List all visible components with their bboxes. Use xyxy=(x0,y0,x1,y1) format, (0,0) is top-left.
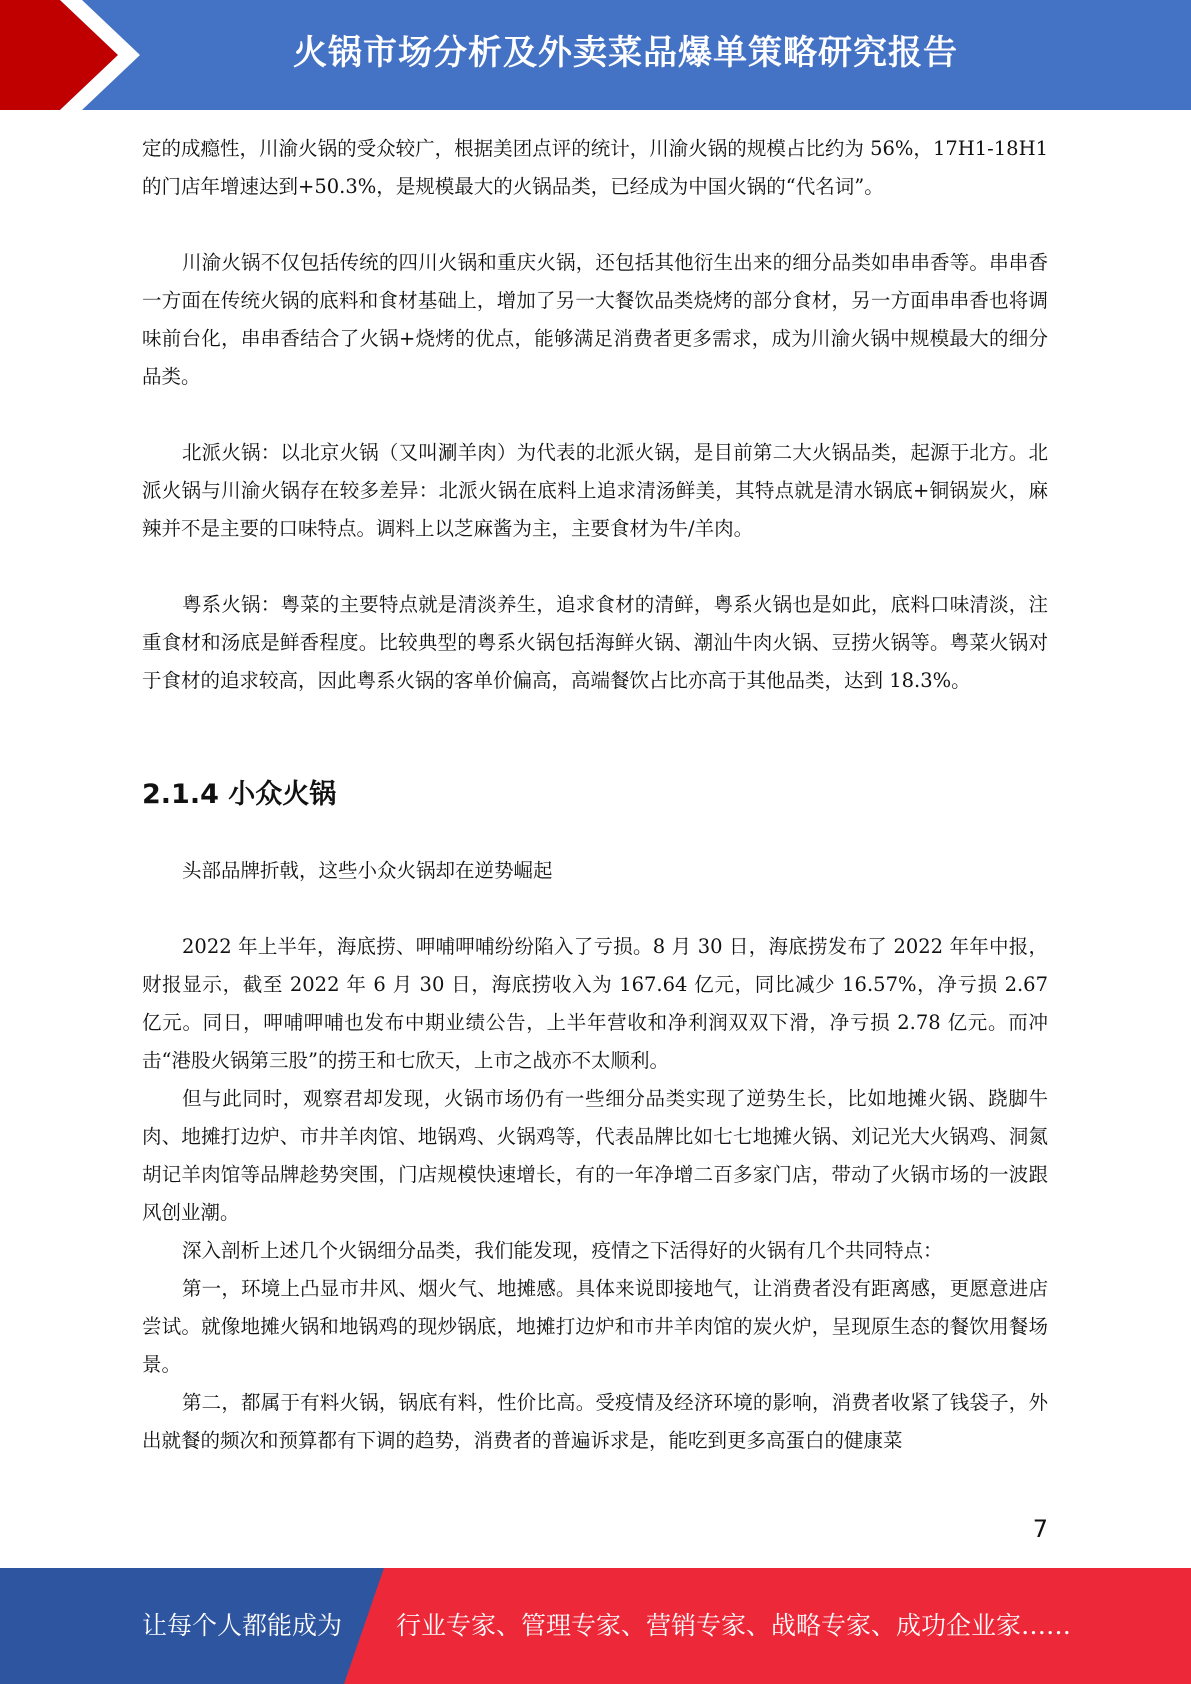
page-body xyxy=(142,130,1048,1460)
paragraph: 头部品牌折戟，这些小众火锅却在逆势崛起 xyxy=(182,859,553,882)
paragraph: 川渝火锅不仅包括传统的四川火锅和重庆火锅，还包括其他衍生出来的细分品类如串串香等。串串香一方面在传统火锅的底料和食材基础上，增加了另一大餐饮品类烧烤的部分食材，另一方面串串香也将调味前台化，串串香结合了火锅+烧烤的优点，能够满足消费者更多需求，成为川渝火锅中规模最大的细分品类。 xyxy=(142,251,1048,388)
paragraph: 粤系火锅：粤菜的主要特点就是清淡养生，追求食材的清鲜，粤系火锅也是如此，底料口味清淡，注重食材和汤底是鲜香程度。比较典型的粤系火锅包括海鲜火锅、潮汕牛肉火锅、豆捞火锅等。粤菜火锅对于食材的追求较高，因此粤系火锅的客单价偏高，高端餐饮占比亦高于其他品类，达到 18.3%。 xyxy=(142,593,1048,692)
footer-slogan-right: 行业专家、管理专家、营销专家、战略专家、成功企业家…… xyxy=(396,1611,1072,1640)
page-footer xyxy=(0,1568,1191,1684)
paragraph: 北派火锅：以北京火锅（又叫涮羊肉）为代表的北派火锅，是目前第二大火锅品类，起源于北方。北派火锅与川渝火锅存在较多差异：北派火锅在底料上追求清汤鲜美，其特点就是清水锅底+铜锅炭火，麻辣并不是主要的口味特点。调料上以芝麻酱为主，主要食材为牛/羊肉。 xyxy=(142,441,1048,540)
paragraph: 2022 年上半年，海底捞、呷哺呷哺纷纷陷入了亏损。8 月 30 日，海底捞发布了 2022 年年中报，财报显示，截至 2022 年 6 月 30 日，海底捞收入为 167.64 亿元，同比减少 16.57%，净亏损 2.67 亿元。同日，呷哺呷哺也发布中期业绩公告，上半年营收和净利润双双下滑，净亏损 2.78 亿元。而冲击“港股火锅第三股”的捞王和七欣天，上市之战亦不太顺利。 xyxy=(142,935,1048,1072)
page-number: 7 xyxy=(1032,1515,1048,1543)
page-header xyxy=(0,0,1191,110)
document-title: 火锅市场分析及外卖菜品爆单策略研究报告 xyxy=(293,33,958,73)
paragraph: 第二，都属于有料火锅，锅底有料，性价比高。受疫情及经济环境的影响，消费者收紧了钱袋子，外出就餐的频次和预算都有下调的趋势，消费者的普遍诉求是，能吃到更多高蛋白的健康菜 xyxy=(142,1391,1048,1452)
paragraph: 定的成瘾性，川渝火锅的受众较广，根据美团点评的统计，川渝火锅的规模占比约为 56%，17H1-18H1 的门店年增速达到+50.3%，是规模最大的火锅品类，已经成为中国火锅的“代名词”。 xyxy=(142,137,1048,198)
section-heading: 2.1.4 小众火锅 xyxy=(142,779,337,810)
paragraph: 但与此同时，观察君却发现，火锅市场仍有一些细分品类实现了逆势生长，比如地摊火锅、跷脚牛肉、地摊打边炉、市井羊肉馆、地锅鸡、火锅鸡等，代表品牌比如七七地摊火锅、刘记光大火锅鸡、洞氮胡记羊肉馆等品牌趁势突围，门店规模快速增长，有的一年净增二百多家门店，带动了火锅市场的一波跟风创业潮。 xyxy=(142,1087,1048,1224)
paragraph: 第一，环境上凸显市井风、烟火气、地摊感。具体来说即接地气，让消费者没有距离感，更愿意进店尝试。就像地摊火锅和地锅鸡的现炒锅底，地摊打边炉和市井羊肉馆的炭火炉，呈现原生态的餐饮用餐场景。 xyxy=(142,1277,1048,1376)
paragraph: 深入剖析上述几个火锅细分品类，我们能发现，疫情之下活得好的火锅有几个共同特点： xyxy=(182,1239,943,1262)
footer-slogan-left: 让每个人都能成为 xyxy=(142,1611,343,1640)
